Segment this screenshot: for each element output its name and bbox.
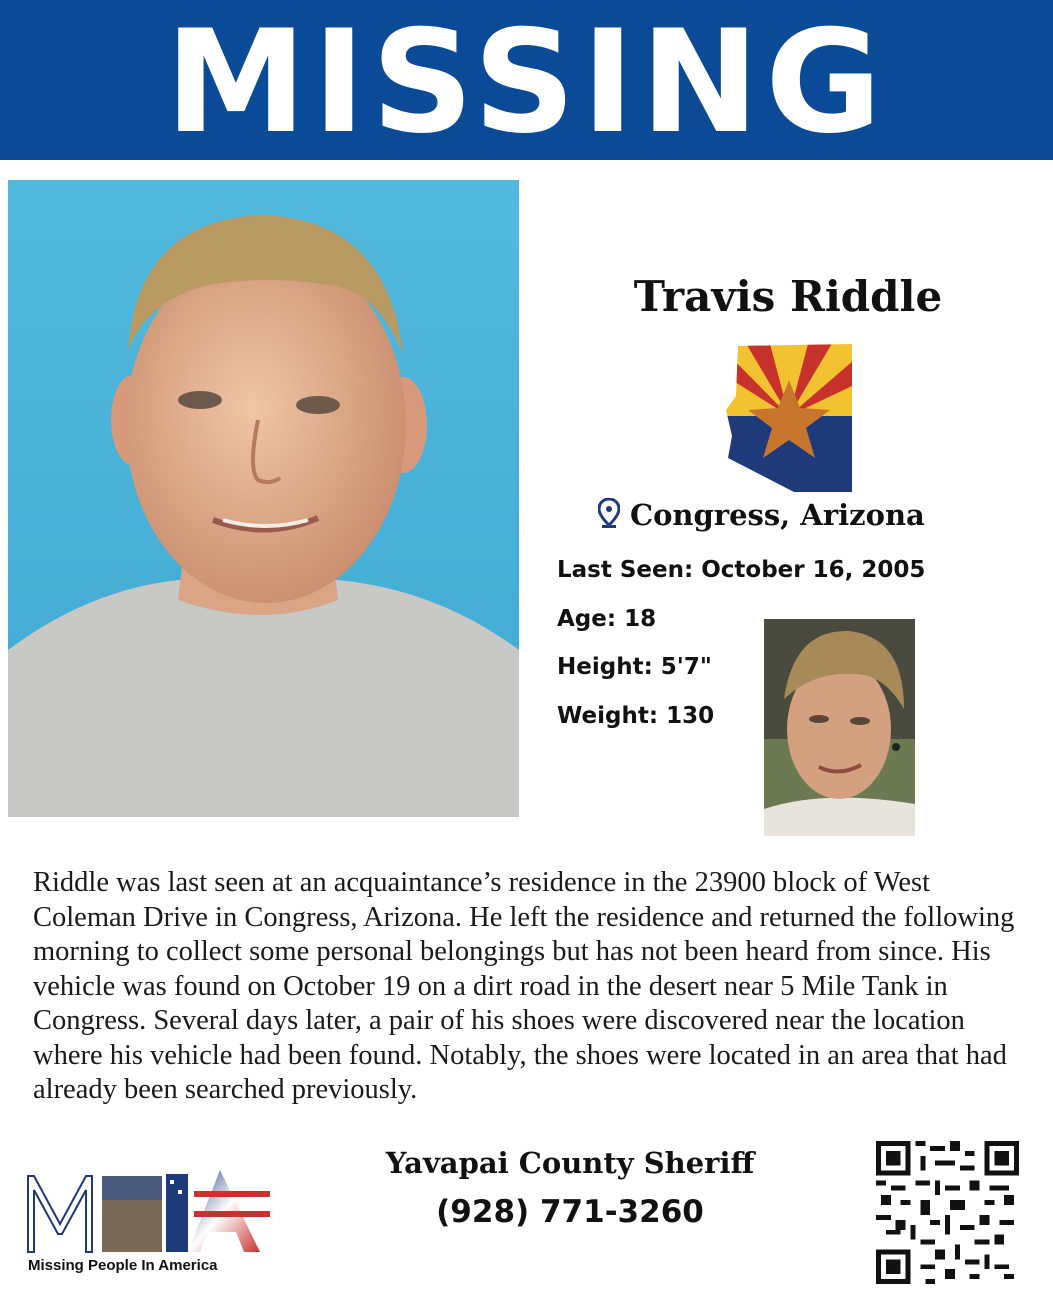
weight-label: Weight: — [557, 703, 659, 729]
logo-caption: Missing People In America — [28, 1257, 218, 1274]
location-row — [598, 498, 925, 532]
age-field — [557, 606, 656, 632]
height-value: 5'7" — [660, 654, 712, 680]
banner-title: MISSING — [165, 0, 888, 165]
contact-phone[interactable]: (928) 771-3260 — [436, 1194, 704, 1230]
weight-field — [557, 703, 714, 729]
last-seen-label: Last Seen: — [557, 557, 694, 583]
missing-banner — [0, 0, 1053, 165]
person-name: Travis Riddle — [633, 272, 943, 321]
location-text: Congress, Arizona — [630, 498, 925, 532]
last-seen-value: October 16, 2005 — [701, 557, 926, 583]
arizona-flag-map — [724, 340, 854, 492]
height-label: Height: — [557, 654, 653, 680]
contact-agency: Yavapai County Sheriff — [385, 1146, 755, 1180]
secondary-photo — [764, 619, 915, 836]
main-portrait-photo — [8, 180, 519, 817]
age-value: 18 — [624, 606, 657, 632]
height-field — [557, 654, 712, 680]
qr-code[interactable] — [876, 1141, 1019, 1284]
case-description: Riddle was last seen at an acquaintance’s residence in the 23900 block of West Coleman Drive in Congress, Arizona. He left the residence and returned the following morning to collect some personal belongings but has not been heard from since. His vehicle was found on October 19 on a dirt road in the desert near 5 Mile Tank in Congress. Several days later, a pair of his shoes were discovered near the location where his vehicle had been found. Notably, the shoes were located in an area that had already been searched previously. — [33, 867, 1015, 1105]
last-seen-field — [557, 557, 925, 583]
mpia-logo — [24, 1164, 274, 1268]
map-pin-icon — [598, 498, 620, 532]
age-label: Age: — [557, 606, 617, 632]
weight-value: 130 — [666, 703, 715, 729]
